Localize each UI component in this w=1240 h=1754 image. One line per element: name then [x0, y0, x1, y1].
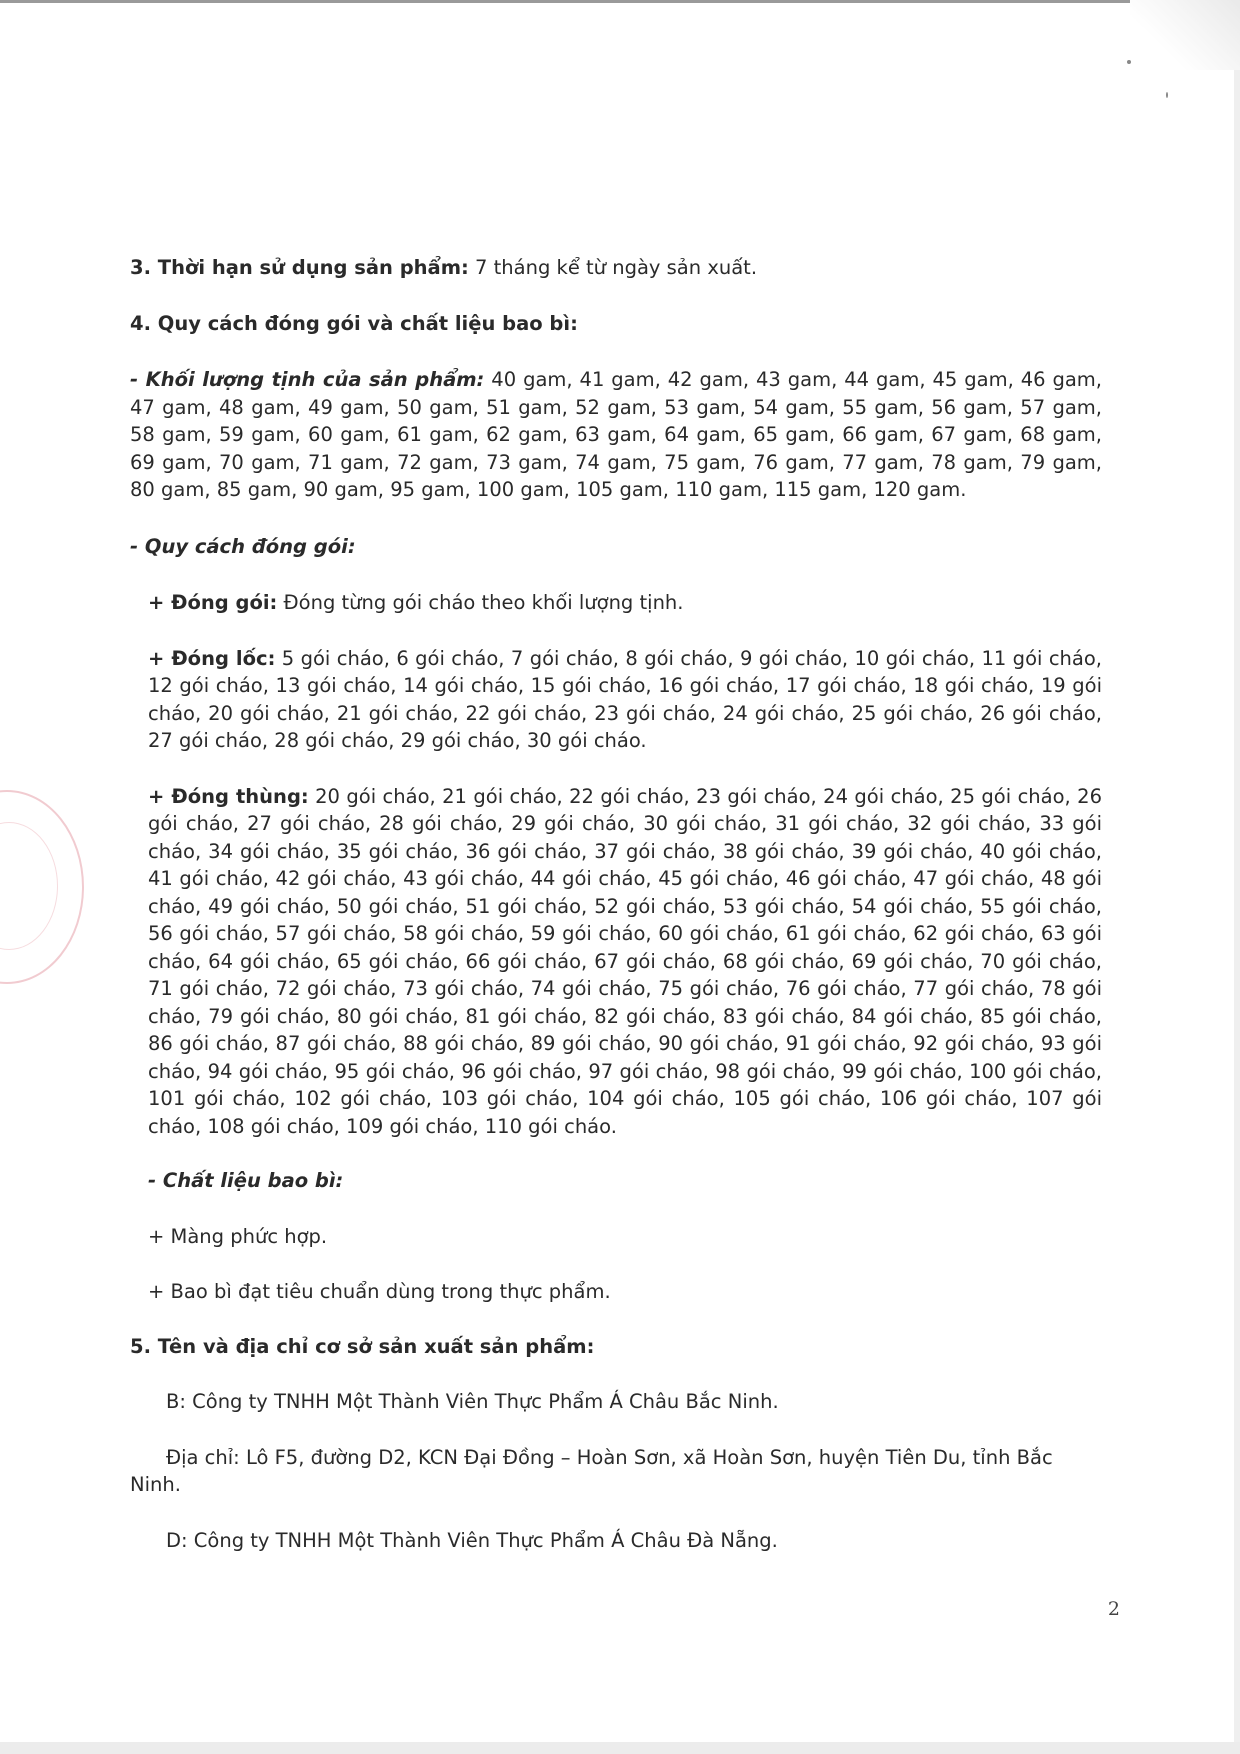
dong-loc-text: 5 gói cháo, 6 gói cháo, 7 gói cháo, 8 gói cháo, 9 gói cháo, 10 gói cháo, 11 gói cháo, 12 gói cháo, 13 gói cháo, 14 gói cháo, 15 gói cháo, 16 gói cháo, 17 gói cháo, 18 gói cháo, 19 gói cháo, 20 gói cháo, 21 gói cháo, 22 gói cháo, 23 gói cháo, 24 gói cháo, 25 gói cháo, 26 gói cháo, 27 gói cháo, 28 gói cháo, 29 gói cháo, 30 gói cháo. [148, 646, 1102, 752]
producer-b-address: Địa chỉ: Lô F5, đường D2, KCN Đại Đồng – Hoàn Sơn, xã Hoàn Sơn, huyện Tiên Du, tỉnh Bắc Ninh. [130, 1445, 1053, 1496]
section-5-heading: 5. Tên và địa chỉ cơ sở sản xuất sản phẩm: [130, 1334, 595, 1358]
scan-edge-top [0, 0, 1240, 3]
scan-edge-right [1234, 0, 1240, 1754]
producer-b-line: B: Công ty TNHH Một Thành Viên Thực Phẩm Á Châu Bắc Ninh. [166, 1390, 779, 1413]
dong-thung-paragraph [130, 783, 1102, 1141]
page-corner-shade [1130, 0, 1240, 70]
material-item: + Màng phức hợp. [148, 1224, 328, 1248]
net-weight-paragraph [130, 366, 1102, 504]
dong-loc-paragraph [130, 645, 1102, 755]
section-3-heading: 3. Thời hạn sử dụng sản phẩm: [130, 256, 469, 279]
dong-goi-label: + Đóng gói: [148, 591, 278, 614]
section-4-heading: 4. Quy cách đóng gói và chất liệu bao bì: [130, 311, 578, 335]
page-number: 2 [1107, 1598, 1120, 1620]
net-weight-values: 40 gam, 41 gam, 42 gam, 43 gam, 44 gam, 45 gam, 46 gam, 47 gam, 48 gam, 49 gam, 50 gam, 51 gam, 52 gam, 53 gam, 54 gam, 55 gam, 56 gam, 57 gam, 58 gam, 59 gam, 60 gam, 61 gam, 62 gam, 63 gam, 64 gam, 65 gam, 66 gam, 67 gam, 68 gam, 69 gam, 70 gam, 71 gam, 72 gam, 73 gam, 74 gam, 75 gam, 76 gam, 77 gam, 78 gam, 79 gam, 80 gam, 85 gam, 90 gam, 95 gam, 100 gam, 105 gam, 110 gam, 115 gam, 120 gam. [130, 368, 1102, 501]
section-3-text: 7 tháng kể từ ngày sản xuất. [468, 256, 758, 279]
scan-edge-bottom [0, 1742, 1240, 1754]
scan-speck [1166, 92, 1168, 98]
dong-goi-paragraph [130, 589, 1102, 617]
scan-speck [1127, 60, 1131, 64]
dong-goi-text: Đóng từng gói cháo theo khối lượng tịnh. [277, 591, 684, 614]
material-item: + Bao bì đạt tiêu chuẩn dùng trong thực phẩm. [148, 1280, 611, 1303]
packing-spec-label: - Quy cách đóng gói: [130, 534, 356, 558]
section-3-paragraph [130, 254, 1102, 282]
producer-d-line: D: Công ty TNHH Một Thành Viên Thực Phẩm Á Châu Đà Nẵng. [166, 1528, 778, 1552]
material-label: - Chất liệu bao bì: [148, 1169, 344, 1192]
net-weight-label: - Khối lượng tịnh của sản phẩm: [130, 368, 485, 391]
dong-thung-text: 20 gói cháo, 21 gói cháo, 22 gói cháo, 23 gói cháo, 24 gói cháo, 25 gói cháo, 26 gói cháo, 27 gói cháo, 28 gói cháo, 29 gói cháo, 30 gói cháo, 31 gói cháo, 32 gói cháo, 33 gói cháo, 34 gói cháo, 35 gói cháo, 36 gói cháo, 37 gói cháo, 38 gói cháo, 39 gói cháo, 40 gói cháo, 41 gói cháo, 42 gói cháo, 43 gói cháo, 44 gói cháo, 45 gói cháo, 46 gói cháo, 47 gói cháo, 48 gói cháo, 49 gói cháo, 50 gói cháo, 51 gói cháo, 52 gói cháo, 53 gói cháo, 54 gói cháo, 55 gói cháo, 56 gói cháo, 57 gói cháo, 58 gói cháo, 59 gói cháo, 60 gói cháo, 61 gói cháo, 62 gói cháo, 63 gói cháo, 64 gói cháo, 65 gói cháo, 66 gói cháo, 67 gói cháo, 68 gói cháo, 69 gói cháo, 70 gói cháo, 71 gói cháo, 72 gói cháo, 73 gói cháo, 74 gói cháo, 75 gói cháo, 76 gói cháo, 77 gói cháo, 78 gói cháo, 79 gói cháo, 80 gói cháo, 81 gói cháo, 82 gói cháo, 83 gói cháo, 84 gói cháo, 85 gói cháo, 86 gói cháo, 87 gói cháo, 88 gói cháo, 89 gói cháo, 90 gói cháo, 91 gói cháo, 92 gói cháo, 93 gói cháo, 94 gói cháo, 95 gói cháo, 96 gói cháo, 97 gói cháo, 98 gói cháo, 99 gói cháo, 100 gói cháo, 101 gói cháo, 102 gói cháo, 103 gói cháo, 104 gói cháo, 105 gói cháo, 106 gói cháo, 107 gói cháo, 108 gói cháo, 109 gói cháo, 110 gói cháo. [148, 784, 1102, 1138]
dong-thung-label: + Đóng thùng: [148, 784, 309, 808]
dong-loc-label: + Đóng lốc: [148, 646, 276, 670]
document-body [130, 254, 1102, 1554]
